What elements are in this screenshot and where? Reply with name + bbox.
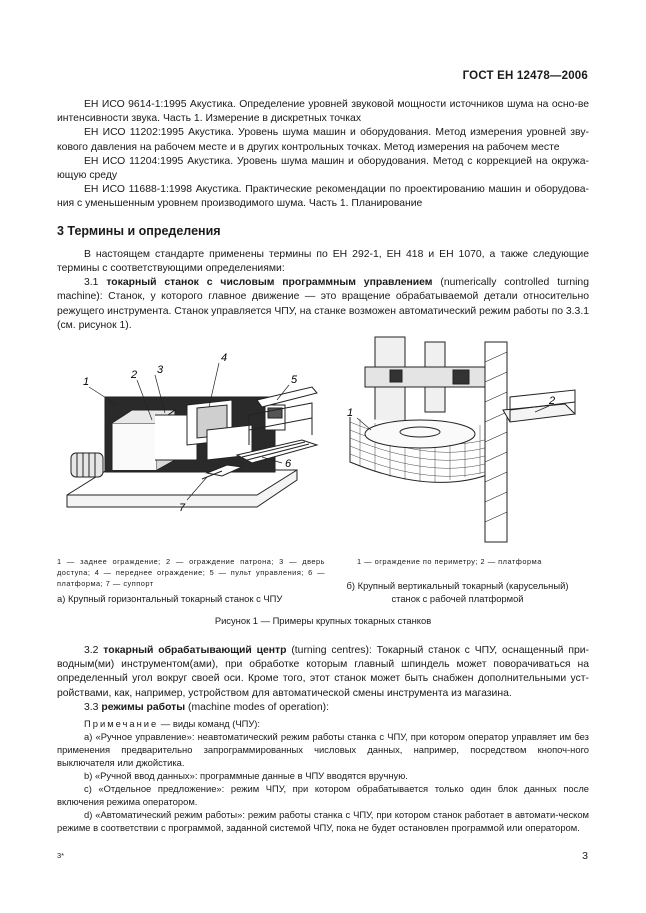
figure-1: [57, 340, 589, 638]
page-number: 3: [582, 850, 588, 862]
figure-caption-left: а) Крупный горизонтальный токарный станок с ЧПУ: [57, 593, 283, 605]
callout-label: 2: [549, 395, 556, 408]
term-definition: (machine modes of operation):: [185, 701, 329, 713]
note-label: Примечание: [84, 718, 159, 730]
reference-item: ЕН ИСО 11688-1:1998 Акустика. Практические рекомендации по проектированию машин и оборудова-ния с уменьшенным уровнем производимого шума. Часть 1. Планирование: [57, 184, 589, 210]
term-definition: (numerically controlled turning machine): Станок, у которого главное движение — это вращение обрабатываемой детали относительно режущего инструмента. Станок управляется ЧПУ, на станке возможен автоматический режим работы по 3.3.1 (см. рисунок 1).: [57, 277, 589, 331]
document-id: ГОСТ ЕН 12478—2006: [462, 70, 588, 82]
term-definition: (turning centres): Токарный станок с ЧПУ, оснащенный при-водным(ми) инструментом(ами), при обработке которым главный шпиндель может поворачиваться на определенный угол вокруг своей оси. Кроме того, этот станок может быть снабжен дополнительными уст-ройствами, как, например, устройством для автоматической смены инструмента из магазина.: [57, 645, 589, 699]
note-item: b) «Ручной ввод данных»: программные данные в ЧПУ вводятся вручную.: [84, 770, 408, 782]
callout-label: 5: [291, 374, 298, 387]
term-3-2: [57, 644, 589, 701]
term-number: 3.1: [84, 277, 107, 289]
page-body: [57, 98, 589, 834]
figure-legend-right: 1 — ограждение по периметру; 2 — платформа: [357, 557, 542, 567]
vertical-lathe-illustration: [335, 322, 580, 547]
callout-label: 7: [179, 502, 186, 515]
note-item: c) «Отдельное предложение»: режим ЧПУ, при котором обрабатывается только один блок данных после включения режима оператором.: [57, 783, 589, 808]
footer-mark: 3*: [57, 851, 65, 860]
section-intro: В настоящем стандарте применены термины по ЕН 292-1, ЕН 418 и ЕН 1070, а также следующие термины с соответствующими определениями:: [57, 248, 589, 275]
term-number: 3.3: [84, 701, 102, 713]
term-number: 3.2: [84, 645, 104, 657]
note-item: а) «Ручное управление»: неавтоматический режим работы станка с ЧПУ, при котором оператор управляет им без применения предварительно запрограммированных числовых данных, например, посредством кнопоч-ного выключателя или джойстика.: [57, 731, 589, 769]
reference-item: ЕН ИСО 11204:1995 Акустика. Уровень шума машин и оборудования. Метод с коррекцией на окружа-ющую среду: [57, 155, 589, 182]
term-name: токарный обрабатывающий центр: [103, 645, 287, 657]
figure-legend-left: 1 — заднее ограждение; 2 — ограждение патрона; 3 — дверь доступа; 4 — переднее ограждение; 5 — пульт управления; 6 — платформа; 7 — суппорт: [57, 557, 325, 589]
callout-label: 2: [131, 369, 138, 382]
figure-caption-right: б) Крупный вертикальный токарный (карусельный) станок с рабочей платформой: [346, 580, 569, 604]
note-item: d) «Автоматический режим работы»: режим работы станка с ЧПУ, при котором станок работает в автомати-ческом режиме в соответствии с программой, заданной системой ЧПУ, пока не будет остановлен программой или оператором.: [57, 809, 589, 834]
term-name: токарный станок с числовым программным управлением: [106, 277, 433, 289]
callout-label: 1: [83, 376, 90, 389]
callout-label: 3: [157, 364, 164, 377]
callout-label: 4: [221, 352, 228, 365]
reference-item: ЕН ИСО 11202:1995 Акустика. Уровень шума машин и оборудования. Метод измерения уровней зву-кового давления на рабочем месте и в других контрольных точках. Метод измерения на рабочем месте: [57, 127, 589, 153]
section-title: 3 Термины и определения: [57, 223, 221, 238]
figure-title: Рисунок 1 — Примеры крупных токарных станков: [214, 615, 432, 627]
term-3-3: [57, 701, 589, 715]
note-heading: [57, 717, 589, 730]
reference-item: ЕН ИСО 9614-1:1995 Акустика. Определение уровней звуковой мощности источников шума на осно-ве интенсивности звука. Часть 1. Измерение в дискретных точках: [57, 99, 589, 125]
callout-label: 6: [285, 458, 292, 471]
term-name: режимы работы: [101, 701, 186, 713]
callout-label: 1: [347, 407, 354, 420]
note-block: [57, 717, 589, 834]
horizontal-lathe-illustration: [57, 345, 327, 545]
note-label-rest: — виды команд (ЧПУ):: [158, 718, 261, 730]
reference-list: [57, 98, 589, 212]
